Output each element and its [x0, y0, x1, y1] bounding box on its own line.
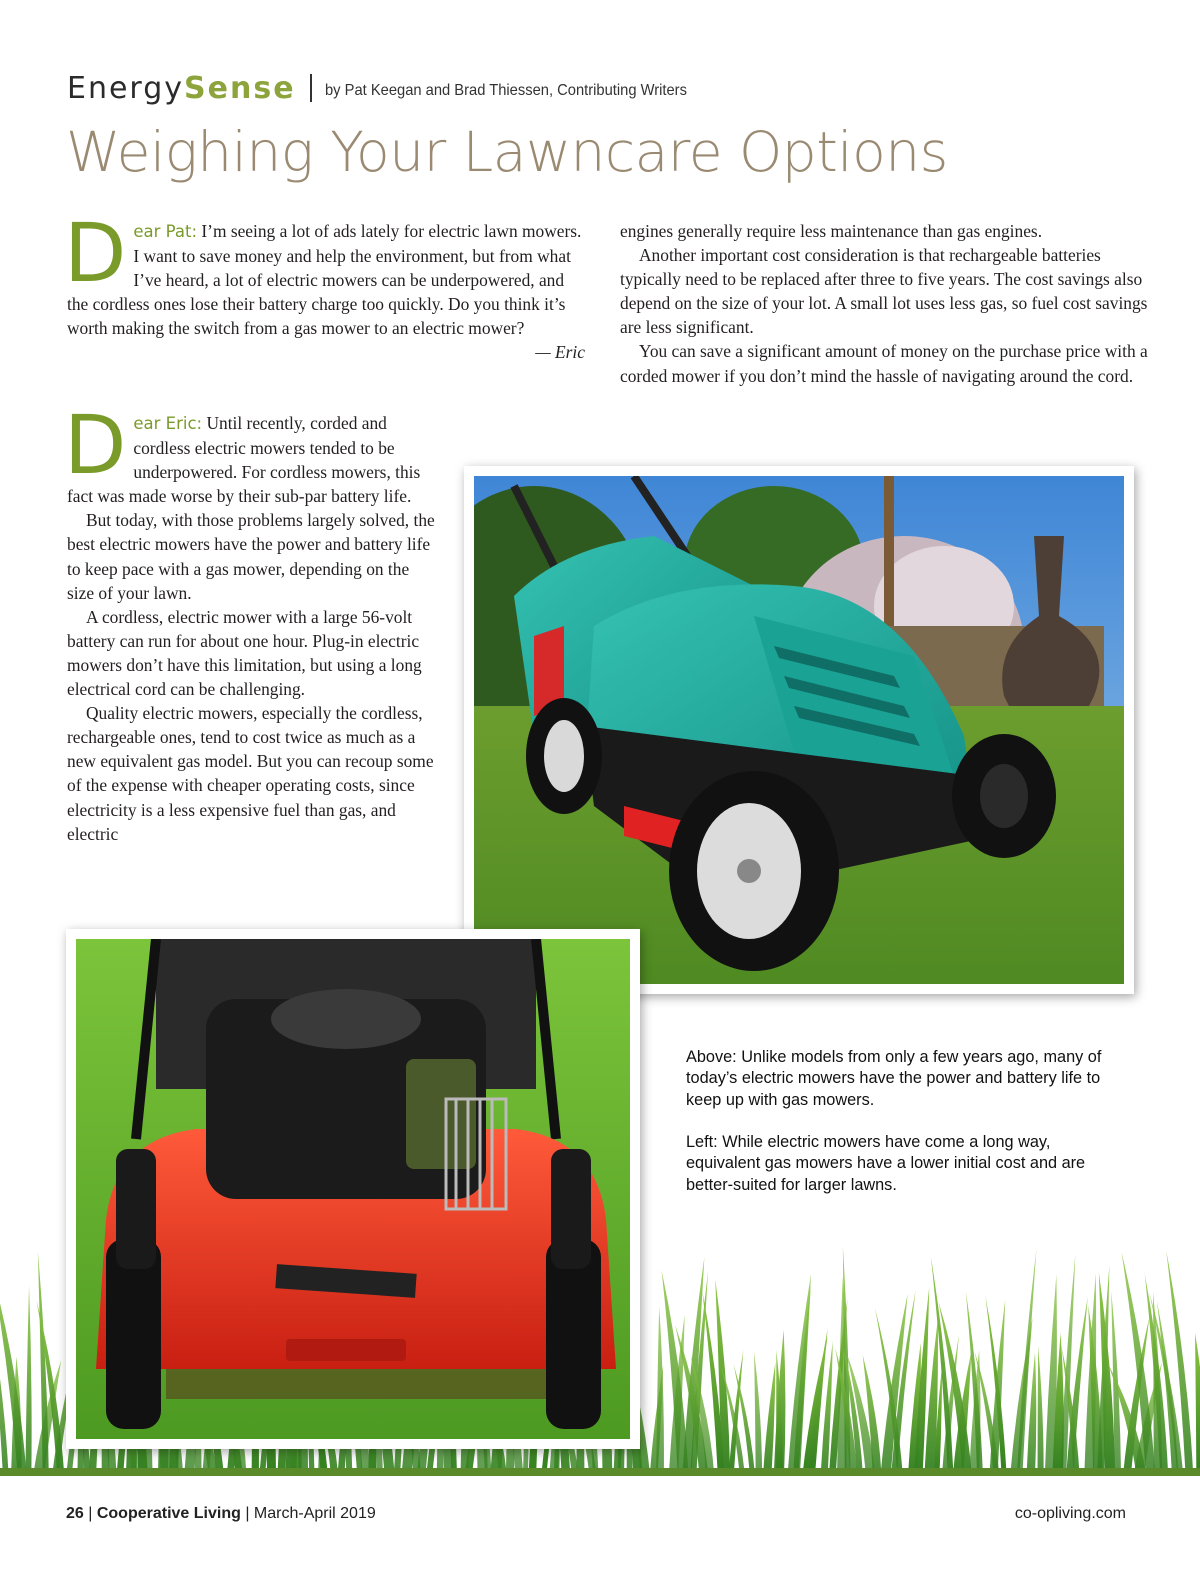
answer-paragraph: But today, with those problems largely solved, the best electric mowers have the power and battery life to keep pace with a gas mower, depending on the size of your lawn. [67, 510, 435, 603]
header-divider [310, 74, 312, 102]
letter-text: I’m seeing a lot of ads lately for electric lawn mowers. I want to save money and help the environment, but from what I’ve heard, a lot of electric mowers can be underpowered, and the cordless ones lose their battery charge too quickly. Do you think it’s worth making the switch from a gas mower to an electric mower? [67, 221, 582, 339]
electric-mower-image [474, 476, 1124, 984]
website-url[interactable]: co-opliving.com [1014, 1505, 1126, 1522]
answer-column [64, 399, 435, 846]
grass-blade [656, 1306, 664, 1476]
drop-cap: D [64, 207, 127, 301]
drop-cap: D [64, 399, 127, 493]
gas-mower-image [76, 939, 630, 1439]
section-name-energy: Energy [67, 70, 185, 106]
article-header [67, 66, 718, 110]
byline: by Pat Keegan and Brad Thiessen, Contributing Writers [324, 82, 687, 99]
footer-folio: 26 | Cooperative Living | March-April 2019 [66, 1505, 376, 1522]
grass-blade [25, 1285, 31, 1476]
answer-paragraph: A cordless, electric mower with a large 56-volt battery can run for about one hour. Plug-in electric mowers don’t have this limitation, but using a long electrical cord can be challenging. [67, 606, 422, 700]
answer-salutation: ear Eric: [133, 414, 203, 433]
reader-letter [64, 207, 589, 365]
letter-signature: — Eric [535, 342, 585, 363]
answer-paragraph: engines generally require less maintenance than gas engines. [620, 221, 1043, 241]
letter-salutation: ear Pat: [133, 222, 198, 241]
grass-blade [1195, 1333, 1200, 1476]
section-name-sense: Sense [184, 70, 296, 106]
letter-paragraph [64, 207, 589, 340]
answer-paragraph: Quality electric mowers, especially the cordless, rechargeable ones, tend to cost twice as much as a new equivalent gas model. But you can recoup some of the expense with cheaper operating costs, since electricity is a less expensive fuel than gas, and electric [67, 703, 434, 844]
page-number: 26 [66, 1505, 84, 1522]
answer-text: Until recently, corded and cordless electric mowers tended to be underpowered. For cordless mowers, this fact was made worse by their sub-par battery life. [67, 413, 421, 507]
photo-caption-left: Left: While electric mowers have come a long way, equivalent gas mowers have a lower initial cost and are better-suited for larger lawns. [686, 1133, 1086, 1194]
issue-date: March-April 2019 [253, 1505, 376, 1522]
magazine-name: Cooperative Living [96, 1505, 241, 1522]
answer-paragraph: You can save a significant amount of money on the purchase price with a corded mower if you don’t mind the hassle of navigating around the cord. [620, 341, 1148, 386]
answer-paragraph: Another important cost consideration is that rechargeable batteries typically need to be replaced after three to five years. The cost savings also depend on the size of your lot. A small lot uses less gas, so fuel cost savings are less significant. [620, 245, 1148, 338]
photo-caption-above: Above: Unlike models from only a few years ago, many of today’s electric mowers have the power and battery life to keep up with gas mowers. [686, 1048, 1102, 1109]
page-footer [66, 1505, 1126, 1529]
photo-electric-mower [464, 466, 1134, 994]
grass-blade [754, 1352, 762, 1476]
page-title: Weighing Your Lawncare Options [66, 120, 948, 184]
answer-paragraph [64, 399, 435, 508]
grass-blade [1038, 1346, 1044, 1476]
photo-gas-mower [66, 929, 640, 1449]
grass-blade [763, 1362, 775, 1476]
right-column [620, 219, 1150, 388]
